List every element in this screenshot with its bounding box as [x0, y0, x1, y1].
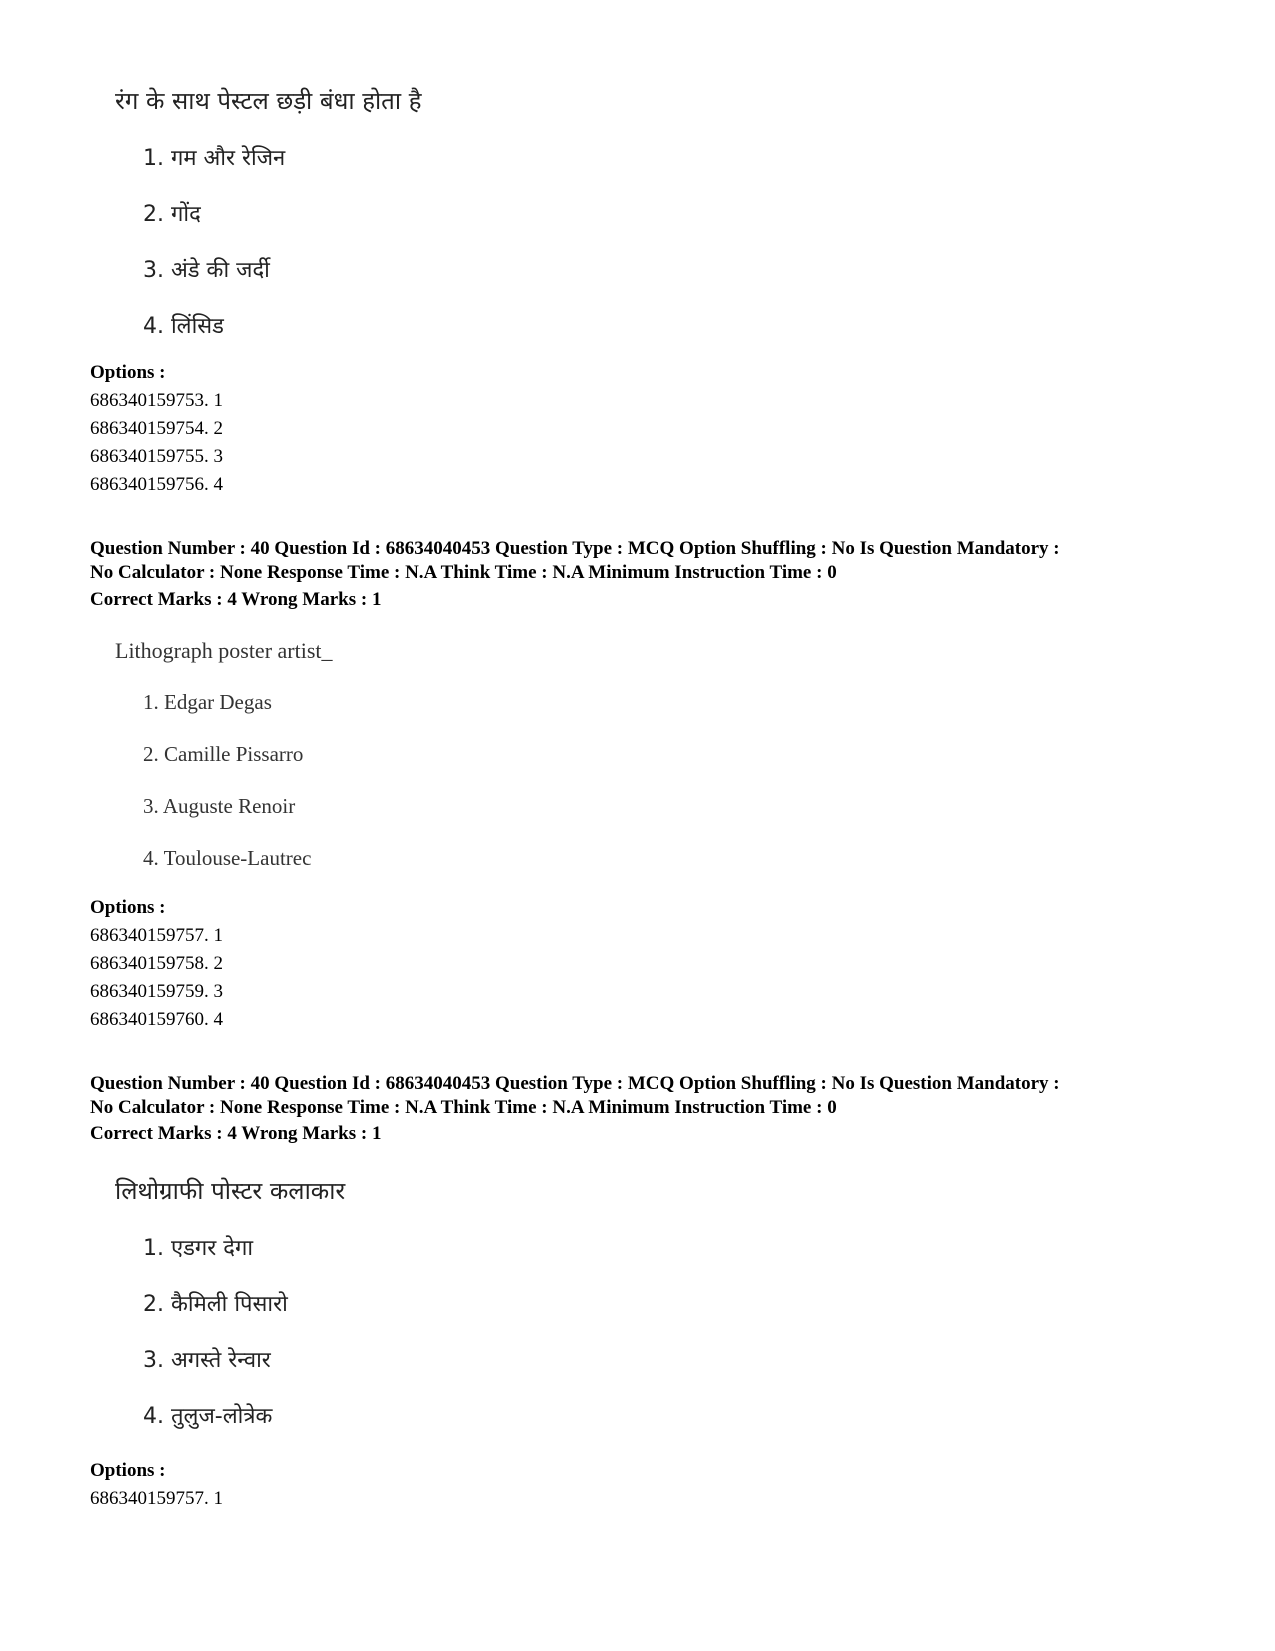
marks-line: Correct Marks : 4 Wrong Marks : 1 — [90, 589, 382, 610]
option-line: 686340159754. 2 — [90, 418, 223, 439]
question-meta-line: Question Number : 40 Question Id : 68634040453 Question Type : MCQ Option Shuffling : No Is Question Mandatory : — [90, 1073, 1060, 1094]
choice-item: 1. गम और रेजिन — [143, 146, 286, 171]
question-text: Lithograph poster artist_ — [115, 638, 333, 663]
choice-item: 4. लिंसिड — [143, 314, 224, 339]
question-meta — [90, 537, 1200, 585]
choice-item: 2. Camille Pissarro — [143, 742, 304, 766]
options-heading: Options : — [90, 362, 166, 383]
option-line: 686340159756. 4 — [90, 474, 223, 495]
option-line: 686340159755. 3 — [90, 446, 223, 467]
option-line: 686340159757. 1 — [90, 1488, 223, 1509]
choice-item: 3. अंडे की जर्दी — [143, 258, 270, 283]
question-meta — [90, 1072, 1200, 1120]
option-line: 686340159758. 2 — [90, 953, 223, 974]
question-text: लिथोग्राफी पोस्टर कलाकार — [115, 1177, 346, 1205]
question-meta-line: Question Number : 40 Question Id : 68634040453 Question Type : MCQ Option Shuffling : No Is Question Mandatory : — [90, 538, 1060, 559]
option-line: 686340159753. 1 — [90, 390, 223, 411]
choice-item: 2. गोंद — [143, 202, 201, 227]
choice-item: 1. Edgar Degas — [143, 690, 272, 714]
options-heading: Options : — [90, 897, 166, 918]
options-heading: Options : — [90, 1460, 166, 1481]
question-text: रंग के साथ पेस्टल छड़ी बंधा होता है — [115, 87, 422, 115]
choice-item: 4. तुलुज-लोत्रेक — [143, 1404, 273, 1429]
choice-item: 3. Auguste Renoir — [143, 794, 296, 818]
choice-item: 4. Toulouse-Lautrec — [143, 846, 312, 870]
marks-line: Correct Marks : 4 Wrong Marks : 1 — [90, 1123, 382, 1144]
choice-item: 3. अगस्ते रेन्वार — [143, 1348, 271, 1373]
option-line: 686340159760. 4 — [90, 1009, 223, 1030]
option-line: 686340159759. 3 — [90, 981, 223, 1002]
question-meta-line: No Calculator : None Response Time : N.A Think Time : N.A Minimum Instruction Time : 0 — [90, 562, 837, 583]
choice-item: 1. एडगर देगा — [143, 1236, 254, 1261]
option-line: 686340159757. 1 — [90, 925, 223, 946]
question-meta-line: No Calculator : None Response Time : N.A Think Time : N.A Minimum Instruction Time : 0 — [90, 1097, 837, 1118]
choice-item: 2. कैमिली पिसारो — [143, 1292, 288, 1317]
